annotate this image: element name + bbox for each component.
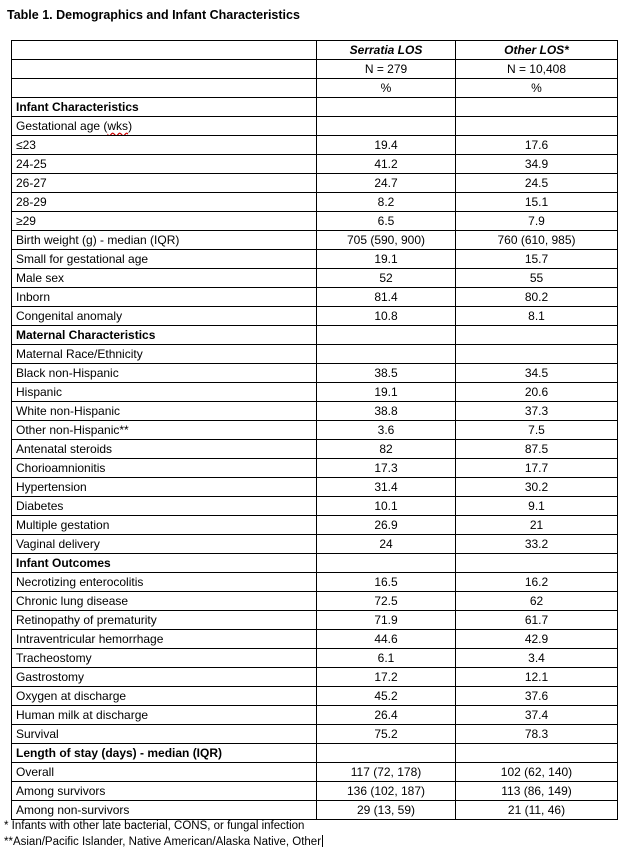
table-row (12, 212, 618, 231)
row-label: Oxygen at discharge (12, 687, 317, 706)
other-value (456, 326, 618, 345)
table-row (12, 592, 618, 611)
row-label: 26-27 (12, 174, 317, 193)
row-label: Hispanic (12, 383, 317, 402)
other-value: 21 (456, 516, 618, 535)
serratia-value: 24.7 (317, 174, 456, 193)
other-value: 7.5 (456, 421, 618, 440)
footnote-2-text: **Asian/Pacific Islander, Native American/Alaska Native, Other (4, 836, 322, 848)
row-label: Chorioamnionitis (12, 459, 317, 478)
other-value (456, 345, 618, 364)
table-row (12, 155, 618, 174)
row-label: Other non-Hispanic** (12, 421, 317, 440)
unit-other: % (456, 79, 618, 98)
other-value (456, 554, 618, 573)
other-value: 760 (610, 985) (456, 231, 618, 250)
table-row (12, 630, 618, 649)
row-label: Overall (12, 763, 317, 782)
other-value: 42.9 (456, 630, 618, 649)
table-row (12, 611, 618, 630)
table-row (12, 231, 618, 250)
table-row (12, 364, 618, 383)
serratia-value: 24 (317, 535, 456, 554)
row-label: Chronic lung disease (12, 592, 317, 611)
table-row (12, 801, 618, 820)
table-row (12, 402, 618, 421)
other-value: 17.7 (456, 459, 618, 478)
section-row (12, 98, 618, 117)
other-value: 55 (456, 269, 618, 288)
serratia-value: 52 (317, 269, 456, 288)
other-value: 30.2 (456, 478, 618, 497)
other-value (456, 117, 618, 136)
row-label: Among non-survivors (12, 801, 317, 820)
table-row (12, 573, 618, 592)
row-label: Necrotizing enterocolitis (12, 573, 317, 592)
n-row (12, 60, 618, 79)
row-label: Antenatal steroids (12, 440, 317, 459)
serratia-value: 10.8 (317, 307, 456, 326)
unit-row (12, 79, 618, 98)
section-row (12, 326, 618, 345)
footnote-1: * Infants with other late bacterial, CONS, or fungal infection (4, 820, 305, 832)
serratia-value (317, 117, 456, 136)
table-row (12, 440, 618, 459)
serratia-value: 38.5 (317, 364, 456, 383)
other-value: 37.3 (456, 402, 618, 421)
other-value: 7.9 (456, 212, 618, 231)
serratia-value: 26.9 (317, 516, 456, 535)
row-label: Congenital anomaly (12, 307, 317, 326)
row-label: Tracheostomy (12, 649, 317, 668)
row-label: Gastrostomy (12, 668, 317, 687)
serratia-value (317, 98, 456, 117)
demographics-table (11, 40, 618, 820)
table-body (12, 41, 618, 820)
other-value: 80.2 (456, 288, 618, 307)
row-label: Black non-Hispanic (12, 364, 317, 383)
n-empty-cell (12, 60, 317, 79)
serratia-value: 16.5 (317, 573, 456, 592)
table-row (12, 535, 618, 554)
section-row (12, 744, 618, 763)
other-value (456, 744, 618, 763)
serratia-value: 8.2 (317, 193, 456, 212)
row-label: Infant Outcomes (12, 554, 317, 573)
other-value: 15.7 (456, 250, 618, 269)
other-value: 24.5 (456, 174, 618, 193)
serratia-value: 81.4 (317, 288, 456, 307)
table-row (12, 117, 618, 136)
row-label: Hypertension (12, 478, 317, 497)
other-value: 78.3 (456, 725, 618, 744)
other-value: 20.6 (456, 383, 618, 402)
table-row (12, 478, 618, 497)
n-serratia: N = 279 (317, 60, 456, 79)
header-other-los: Other LOS* (456, 41, 618, 60)
section-row (12, 554, 618, 573)
serratia-value: 31.4 (317, 478, 456, 497)
table-row (12, 250, 618, 269)
table-row (12, 706, 618, 725)
other-value: 17.6 (456, 136, 618, 155)
table-row (12, 782, 618, 801)
table-row (12, 345, 618, 364)
other-value: 62 (456, 592, 618, 611)
row-label: ≤23 (12, 136, 317, 155)
other-value: 37.4 (456, 706, 618, 725)
row-label: 24-25 (12, 155, 317, 174)
table-row (12, 288, 618, 307)
table-row (12, 269, 618, 288)
other-value: 102 (62, 140) (456, 763, 618, 782)
row-label: Birth weight (g) - median (IQR) (12, 231, 317, 250)
serratia-value (317, 744, 456, 763)
row-label: ≥29 (12, 212, 317, 231)
serratia-value: 19.1 (317, 383, 456, 402)
serratia-value: 17.2 (317, 668, 456, 687)
serratia-value: 71.9 (317, 611, 456, 630)
table-row (12, 516, 618, 535)
unit-serratia: % (317, 79, 456, 98)
serratia-value (317, 554, 456, 573)
other-value: 8.1 (456, 307, 618, 326)
other-value: 87.5 (456, 440, 618, 459)
row-label: Survival (12, 725, 317, 744)
other-value: 61.7 (456, 611, 618, 630)
unit-empty-cell (12, 79, 317, 98)
serratia-value: 19.4 (317, 136, 456, 155)
table-title: Table 1. Demographics and Infant Characteristics (7, 8, 300, 22)
row-label: Male sex (12, 269, 317, 288)
row-label: Human milk at discharge (12, 706, 317, 725)
serratia-value (317, 345, 456, 364)
table-row (12, 497, 618, 516)
row-label: 28-29 (12, 193, 317, 212)
header-empty-cell (12, 41, 317, 60)
footnote-2 (4, 835, 323, 848)
serratia-value: 72.5 (317, 592, 456, 611)
table-row (12, 193, 618, 212)
serratia-value: 10.1 (317, 497, 456, 516)
row-label: Vaginal delivery (12, 535, 317, 554)
table-row (12, 421, 618, 440)
table-row (12, 383, 618, 402)
other-value: 33.2 (456, 535, 618, 554)
serratia-value: 3.6 (317, 421, 456, 440)
other-value: 12.1 (456, 668, 618, 687)
serratia-value: 26.4 (317, 706, 456, 725)
other-value: 15.1 (456, 193, 618, 212)
text-cursor (322, 835, 323, 847)
other-value: 34.5 (456, 364, 618, 383)
table-row (12, 174, 618, 193)
row-label: Infant Characteristics (12, 98, 317, 117)
row-label: Multiple gestation (12, 516, 317, 535)
other-value: 113 (86, 149) (456, 782, 618, 801)
table-row (12, 649, 618, 668)
serratia-value: 44.6 (317, 630, 456, 649)
row-label: White non-Hispanic (12, 402, 317, 421)
header-serratia-los: Serratia LOS (317, 41, 456, 60)
row-label: Gestational age (wks) (12, 117, 317, 136)
serratia-value: 29 (13, 59) (317, 801, 456, 820)
serratia-value: 75.2 (317, 725, 456, 744)
table-row (12, 725, 618, 744)
other-value (456, 98, 618, 117)
table-row (12, 687, 618, 706)
serratia-value: 45.2 (317, 687, 456, 706)
header-row (12, 41, 618, 60)
other-value: 3.4 (456, 649, 618, 668)
other-value: 9.1 (456, 497, 618, 516)
serratia-value: 136 (102, 187) (317, 782, 456, 801)
table-row (12, 668, 618, 687)
other-value: 16.2 (456, 573, 618, 592)
row-label: Retinopathy of prematurity (12, 611, 317, 630)
serratia-value: 6.5 (317, 212, 456, 231)
other-value: 37.6 (456, 687, 618, 706)
other-value: 34.9 (456, 155, 618, 174)
serratia-value: 38.8 (317, 402, 456, 421)
serratia-value: 117 (72, 178) (317, 763, 456, 782)
serratia-value: 17.3 (317, 459, 456, 478)
table-row (12, 136, 618, 155)
serratia-value: 705 (590, 900) (317, 231, 456, 250)
row-label: Diabetes (12, 497, 317, 516)
serratia-value: 41.2 (317, 155, 456, 174)
row-label: Maternal Characteristics (12, 326, 317, 345)
row-label: Inborn (12, 288, 317, 307)
table-row (12, 307, 618, 326)
other-value: 21 (11, 46) (456, 801, 618, 820)
serratia-value: 6.1 (317, 649, 456, 668)
serratia-value: 19.1 (317, 250, 456, 269)
table-row (12, 459, 618, 478)
row-label: Length of stay (days) - median (IQR) (12, 744, 317, 763)
table-row (12, 763, 618, 782)
spellcheck-word: wks (107, 119, 129, 133)
row-label: Small for gestational age (12, 250, 317, 269)
row-label: Maternal Race/Ethnicity (12, 345, 317, 364)
row-label: Intraventricular hemorrhage (12, 630, 317, 649)
row-label: Among survivors (12, 782, 317, 801)
n-other: N = 10,408 (456, 60, 618, 79)
serratia-value (317, 326, 456, 345)
serratia-value: 82 (317, 440, 456, 459)
